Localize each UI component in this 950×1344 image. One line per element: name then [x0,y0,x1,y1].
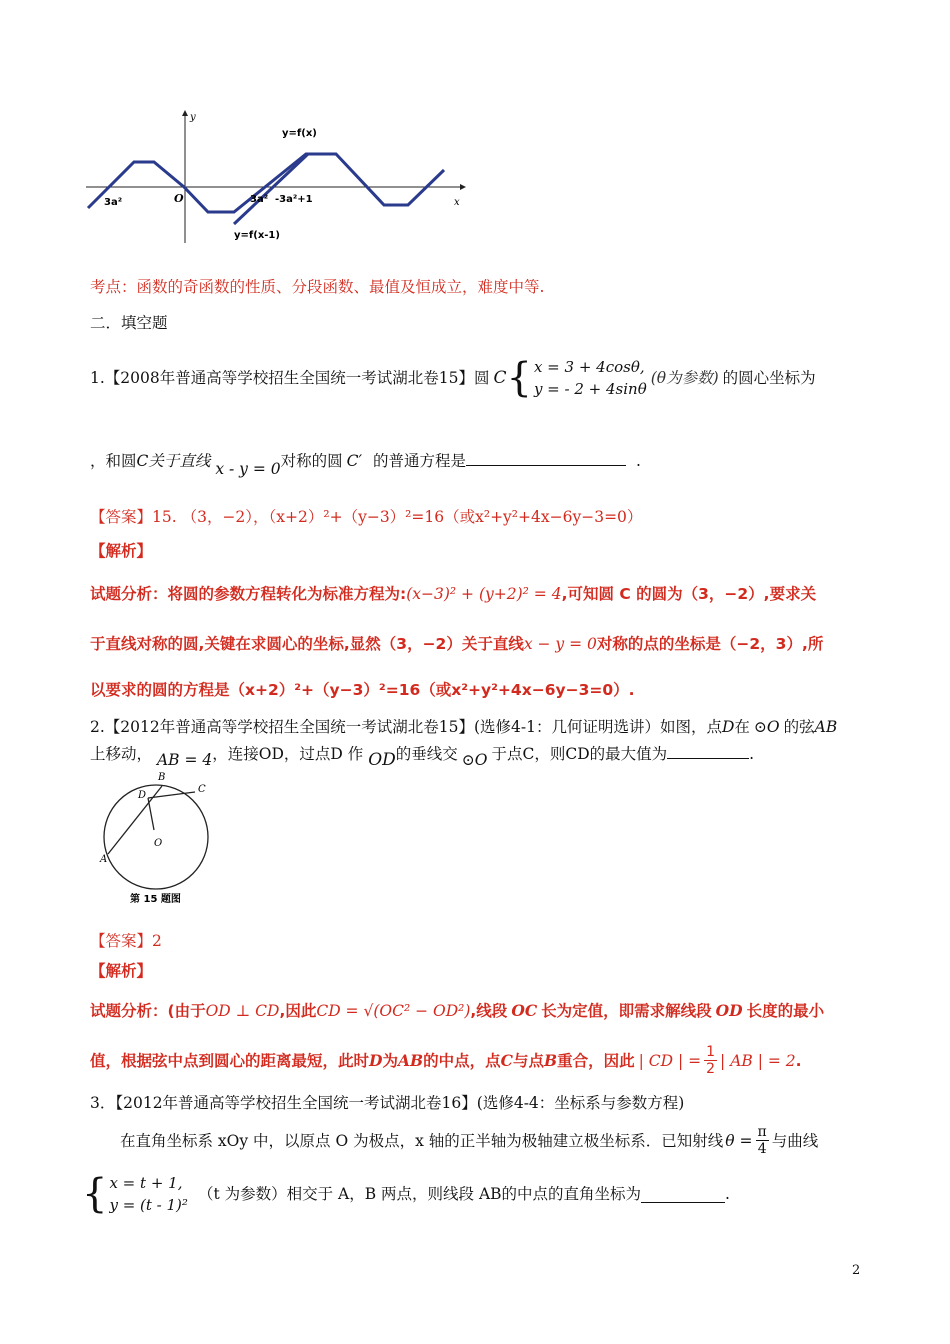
segment-od [148,798,154,830]
q1-cprime: C′ [346,452,363,470]
q1-eq1: x = 3 + 4cosθ, [533,358,645,376]
label-yfx: y=f(x) [282,128,317,139]
q2-line2b: ，连接OD，过点D 作 [212,745,364,763]
q1-line1 [90,356,816,400]
q1-intro: 1.【2008年普通高等学校招生全国统一考试湖北卷15】圆 [90,369,490,387]
a1-p1a: 试题分析：将圆的参数方程转化为标准方程为: [90,585,407,603]
a2-dot: . [795,1051,802,1070]
q2-answer-blank[interactable] [667,742,749,759]
y-axis-label: y [190,112,196,123]
q3-line2a: 在直角坐标系 xOy 中，以原点 O 为极点，x 轴的正半轴为极轴建立极坐标系．已知射线 [120,1131,724,1150]
q1-param: (θ为参数) [650,369,719,387]
x-axis-label: x [454,197,460,208]
q2-line2a: 上移动， [90,745,153,763]
q3-line2 [120,1124,818,1157]
q2-circ-o-2: ⊙O [461,751,488,769]
q3-pi: π [757,1124,767,1140]
q3-pi-over-4 [756,1124,769,1157]
point-a-label: A [100,854,108,865]
q3-answer-blank[interactable] [641,1186,725,1203]
a2-final-ab: | AB | = 2 [720,1051,796,1070]
a2-p1eq1: OD ⊥ CD [205,1002,280,1020]
q2-od: OD [368,750,396,770]
q2-line1b: 在 [734,718,750,736]
q1-eq2: y = - 2 + 4sinθ [533,380,647,398]
label-neg-3a2-plus-1: -3a²+1 [275,194,313,205]
function-graph [86,108,471,248]
a2-p1e: 长度的最小 [746,1002,825,1020]
a2-fraction [704,1044,717,1077]
q3-head: 3．【2012年普通高等学校招生全国统一考试湖北卷16】(选修4-4：坐标系与参数方程) [90,1094,685,1112]
point-c-label: C [198,784,206,795]
a2-para1 [90,1000,824,1022]
q1-circle-c: C [493,368,507,388]
q3-line3-text: （t 为参数）相交于 A，B 两点，则线段 AB的中点的直角坐标为 [197,1185,642,1203]
a2-p2d: 与点 [512,1051,544,1070]
label-neg-3a2: 3a² [104,197,123,208]
a2-ab: AB [397,1050,424,1070]
q3-theta: θ = [725,1131,753,1150]
y-axis-arrow [182,110,188,116]
q2-line1a: 2.【2012年普通高等学校招生全国统一考试湖北卷15】(选修4-1：几何证明选讲）如图，点 [90,718,722,736]
a1-para3: 以要求的圆的方程是（x+2）²+（y−3）²=16（或x²+y²+4x−6y−3=0）. [90,681,635,699]
circle-figure [98,766,216,908]
q3-eq2: y = (t - 1)² [109,1196,188,1214]
a2-para2 [90,1044,802,1077]
a1-jiexi: 【解析】 [90,541,153,560]
q1-line2d: 的普通方程是 [372,452,466,470]
q2-line2d: 于点C，则CD的最大值为 [491,745,668,763]
q3-four: 4 [757,1141,767,1157]
q3-line3 [82,1172,730,1216]
a1-para1 [90,583,816,605]
q1-line2c: 对称的圆 [280,452,343,470]
a2-p2c: 的中点，点 [423,1051,501,1070]
point-b-label: B [158,772,166,783]
q3-param-system: { x = t + 1, y = (t - 1)² [82,1171,188,1217]
a2-p1a: 试题分析：(由于 [90,1002,206,1020]
a2-p2e: 重合，因此 [557,1051,635,1070]
a2-frac-den: 2 [706,1061,716,1077]
q1-end: . [635,452,641,470]
a1-para2 [90,633,823,655]
a2-p1c: ,线段 [470,1002,508,1020]
a2-jiexi: 【解析】 [90,961,153,980]
q1-line2a: ，和圆 [90,452,137,470]
q3-end: . [725,1185,730,1203]
q3-eq1: x = t + 1, [109,1174,183,1192]
a1-p1b: ,可知圆 C 的圆为（3，−2）,要求关 [561,585,817,603]
a1-p2a: 于直线对称的圆,关键在求圆心的坐标,显然（3，−2）关于直线 [90,635,524,653]
a2-b: B [544,1050,558,1070]
q3-line2b: 与曲线 [771,1131,819,1150]
circle-o [104,785,208,889]
q2-ab-eq: AB = 4 [156,751,213,769]
a2-d: D [369,1050,383,1070]
label-3a2: 3a² [250,194,269,205]
label-yfx-minus-1: y=f(x-1) [234,230,280,241]
a2-p1d: 长为定值，即需求解线段 [541,1002,712,1020]
a1-p2b: 对称的点的坐标是（−2，3）,所 [596,635,824,653]
figure-caption: 第 15 题图 [130,894,181,905]
a2-frac-num: 1 [706,1044,716,1060]
a2-oc: OC [511,1001,538,1020]
q2-d: D [721,718,735,736]
section-title: 二．填空题 [90,314,168,332]
q1-line2 [90,449,641,478]
q2-line1c: 的弦 [783,718,815,736]
a2-c: C [500,1050,513,1070]
q1-tail: 的圆心坐标为 [722,369,816,387]
a2-final-cd: | CD | = [638,1051,702,1070]
curve-fx-minus-1 [234,154,308,224]
kaodian-text: 考点：函数的奇函数的性质、分段函数、最值及恒成立，难度中等. [90,278,545,296]
a2-p2a: 值，根据弦中点到圆心的距离最短，此时 [90,1051,370,1070]
q1-param-system: { x = 3 + 4cosθ, y = - 2 + 4sinθ [506,355,647,401]
q1-line-eq: x - y = 0 [215,460,281,478]
a2-answer: 【答案】2 [90,932,162,950]
a1-p2eq: x − y = 0 [523,635,597,653]
q2-ab: AB [814,718,838,736]
a1-answer: 【答案】15. （3，−2），（x+2）²+（y−3）²=16（或x²+y²+4x−6y−3=0） [90,508,643,526]
q2-line1 [90,716,837,738]
q2-line2 [90,742,755,770]
point-d-label: D [138,790,147,801]
x-axis-arrow [460,184,466,190]
a1-p1eq: (x−3)² + (y+2)² = 4 [406,585,562,603]
q1-answer-blank[interactable] [466,449,626,466]
q2-circ-o: ⊙O [753,718,780,736]
q2-line2c: 的垂线交 [395,745,458,763]
a2-p1eq2: CD = √(OC² − OD²) [316,1002,471,1020]
point-o-label: O [154,838,163,849]
q2-end: . [749,745,755,763]
page-number: 2 [852,1263,861,1278]
a2-p2b: 为 [382,1051,398,1070]
origin-label: O [174,192,184,205]
a2-p1b: ,因此 [279,1002,317,1020]
a2-od: OD [715,1001,743,1020]
q1-line2b: C关于直线 [136,452,211,470]
